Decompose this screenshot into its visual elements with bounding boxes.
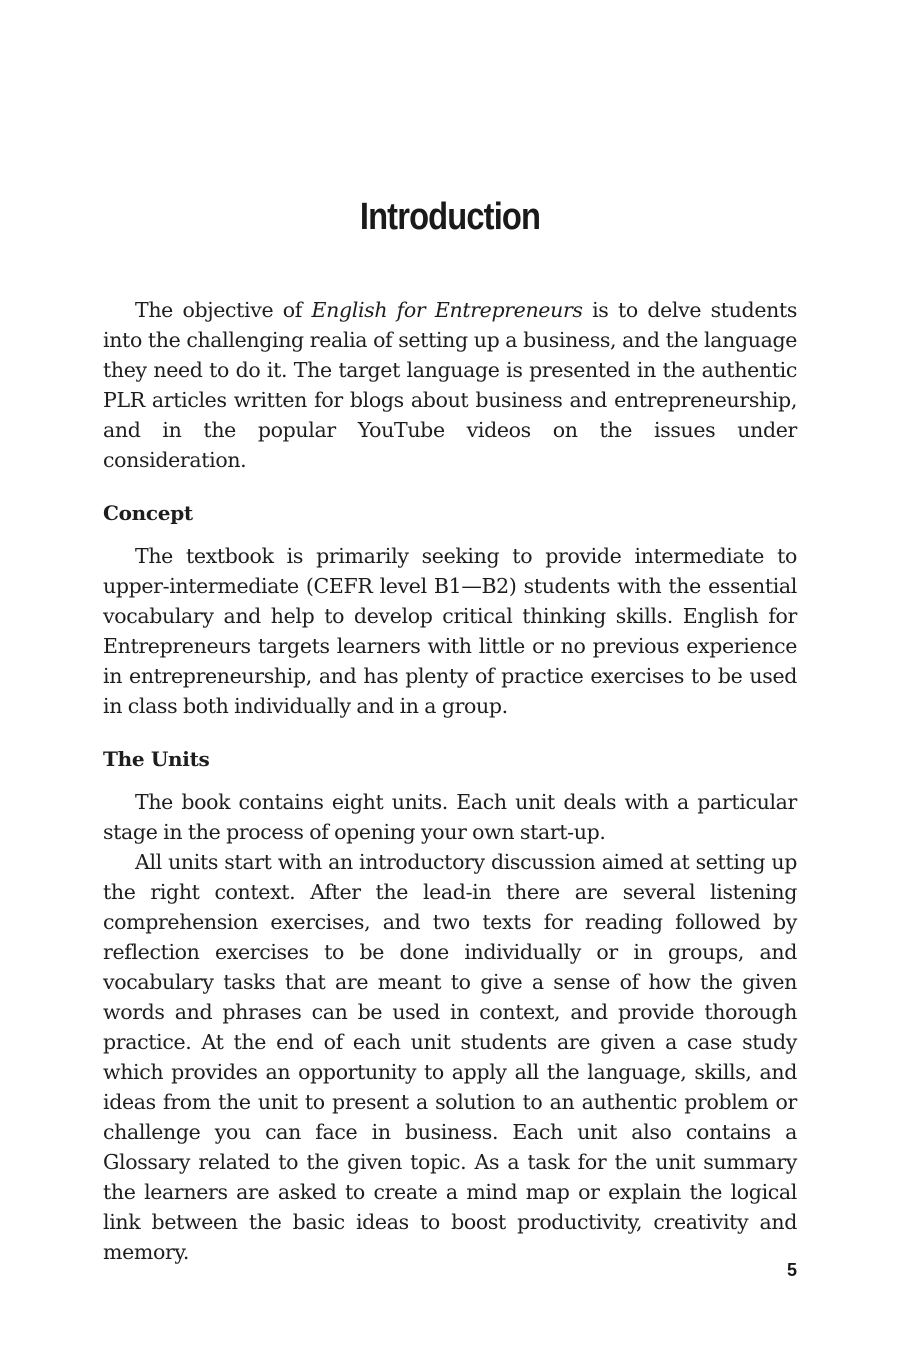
concept-heading: Concept bbox=[103, 501, 193, 525]
units-paragraph-1: The book contains eight units. Each unit deals with a particular stage in the process of opening your own start-up. bbox=[103, 790, 797, 844]
page-body bbox=[103, 295, 797, 1267]
units-heading: The Units bbox=[103, 747, 210, 771]
units-paragraph-2: All units start with an introductory discussion aimed at setting up the right context. After the lead-in there are several listening comprehension exercises, and two texts for reading followed by reflection exercises to be done individually or in groups, and vocabulary tasks that are meant to give a sense of how the given words and phrases can be used in context, and provide thorough practice. At the end of each unit students are given a case study which provides an opportunity to apply all the language, skills, and ideas from the unit to present a solution to an authentic problem or challenge you can face in business. Each unit also contains a Glossary related to the given topic. As a task for the unit summary the learners are asked to create a mind map or explain the logical link between the basic ideas to boost productivity, creativity and memory. bbox=[103, 850, 797, 1264]
intro-paragraph bbox=[103, 295, 797, 475]
intro-text-start: The objective of bbox=[135, 298, 312, 322]
page-number: 5 bbox=[786, 1260, 797, 1280]
book-title-italic: English for Entrepreneurs bbox=[311, 298, 583, 322]
page-title: Introduction bbox=[359, 196, 541, 238]
concept-paragraph: The textbook is primarily seeking to provide intermediate to upper-intermediate (CEFR level B1—B2) students with the essential vocabulary and help to develop critical thinking skills. English for Entrepreneurs targets learners with little or no previous experience in entrepreneurship, and has plenty of practice exercises to be used in class both individually and in a group. bbox=[103, 544, 797, 718]
intro-text-end: is to delve students into the challenging realia of setting up a business, and the language they need to do it. The target language is presented in the authentic PLR articles written for blogs about business and entrepreneurship, and in the popular YouTube videos on the issues under consideration. bbox=[103, 298, 798, 472]
